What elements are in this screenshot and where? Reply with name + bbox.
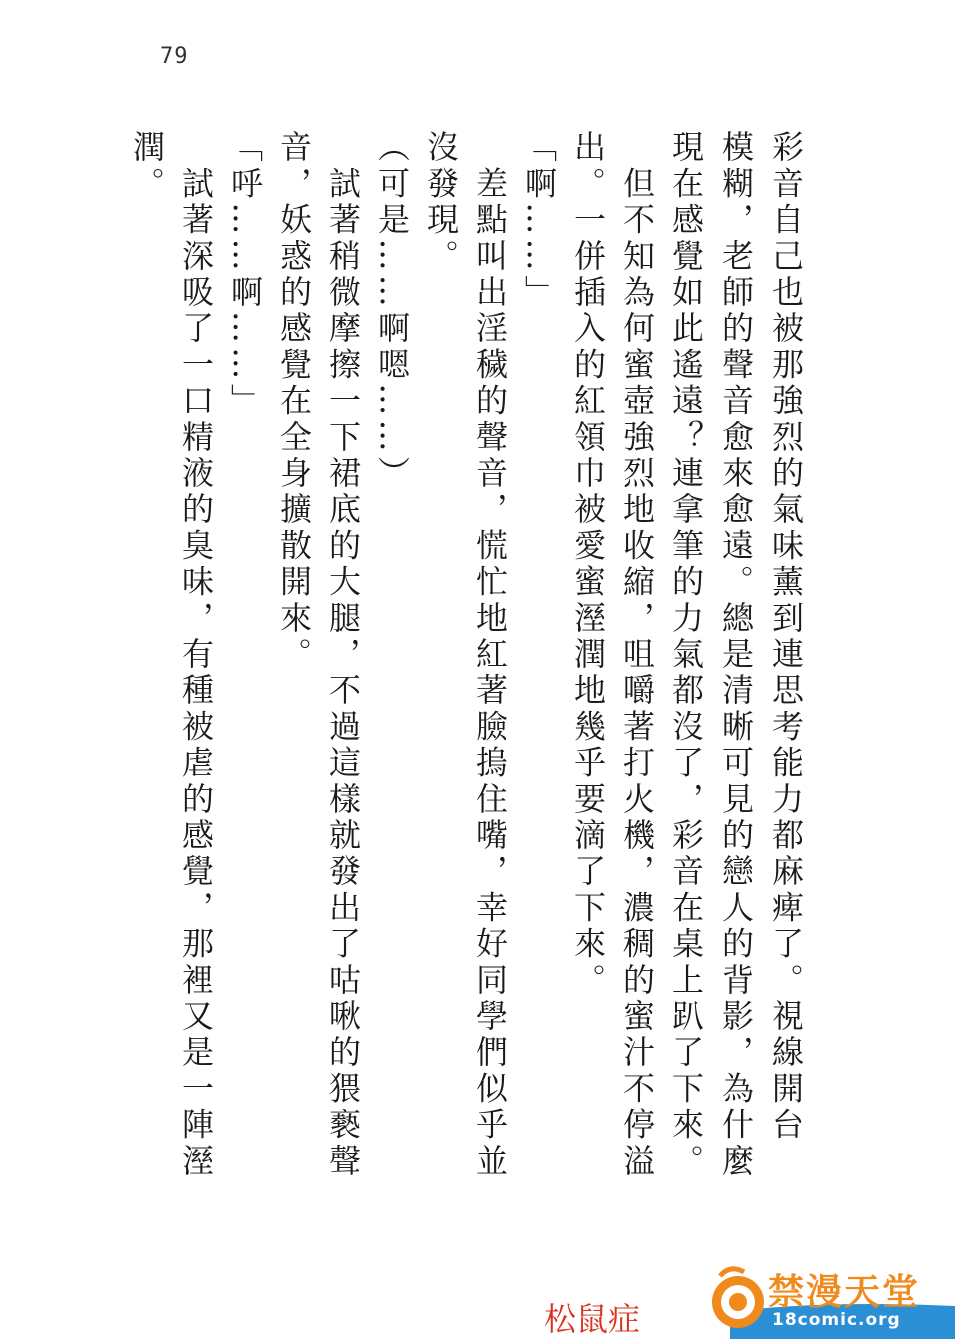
text-column-7: 差點叫出淫穢的聲音，慌忙地紅著臉摀住嘴，幸好同學們似乎並: [471, 130, 509, 1180]
text-column-6: 「啊……」: [520, 130, 558, 311]
site-logo: [700, 1262, 960, 1339]
text-column-8: 沒發現。: [422, 130, 460, 275]
text-column-5: 出。一併插入的紅領巾被愛蜜溼潤地幾乎要滴了下來。: [569, 130, 607, 999]
text-column-1: 彩音自己也被那強烈的氣味薰到連思考能力都麻痺了。視線開台: [767, 130, 805, 1144]
page-number: 79: [160, 44, 189, 69]
text-column-4: 但不知為何蜜壺強烈地收縮，咀嚼著打火機，濃稠的蜜汁不停溢: [618, 130, 656, 1180]
logo-text: 禁漫天堂: [768, 1272, 921, 1313]
text-column-10: 試著稍微摩擦一下裙底的大腿，不過這樣就發出了咕啾的猥褻聲: [324, 130, 362, 1180]
text-column-11: 音，妖惑的感覺在全身擴散開來。: [275, 130, 313, 673]
text-column-2: 模糊，老師的聲音愈來愈遠。總是清晰可見的戀人的背影，為什麼: [717, 130, 755, 1180]
text-column-14: 潤。: [128, 130, 166, 203]
text-column-13: 試著深吸了一口精液的臭味，有種被虐的感覺，那裡又是一陣溼: [177, 130, 215, 1180]
watermark-text: 松鼠症: [544, 1300, 641, 1338]
text-column-3: 現在感覺如此遙遠？連拿筆的力氣都沒了，彩音在桌上趴了下來。: [667, 130, 705, 1180]
text-column-9: （可是……啊嗯……）: [373, 130, 411, 492]
logo-url: 18comic.org: [772, 1310, 901, 1330]
text-column-12: 「呼……啊……」: [226, 130, 264, 420]
